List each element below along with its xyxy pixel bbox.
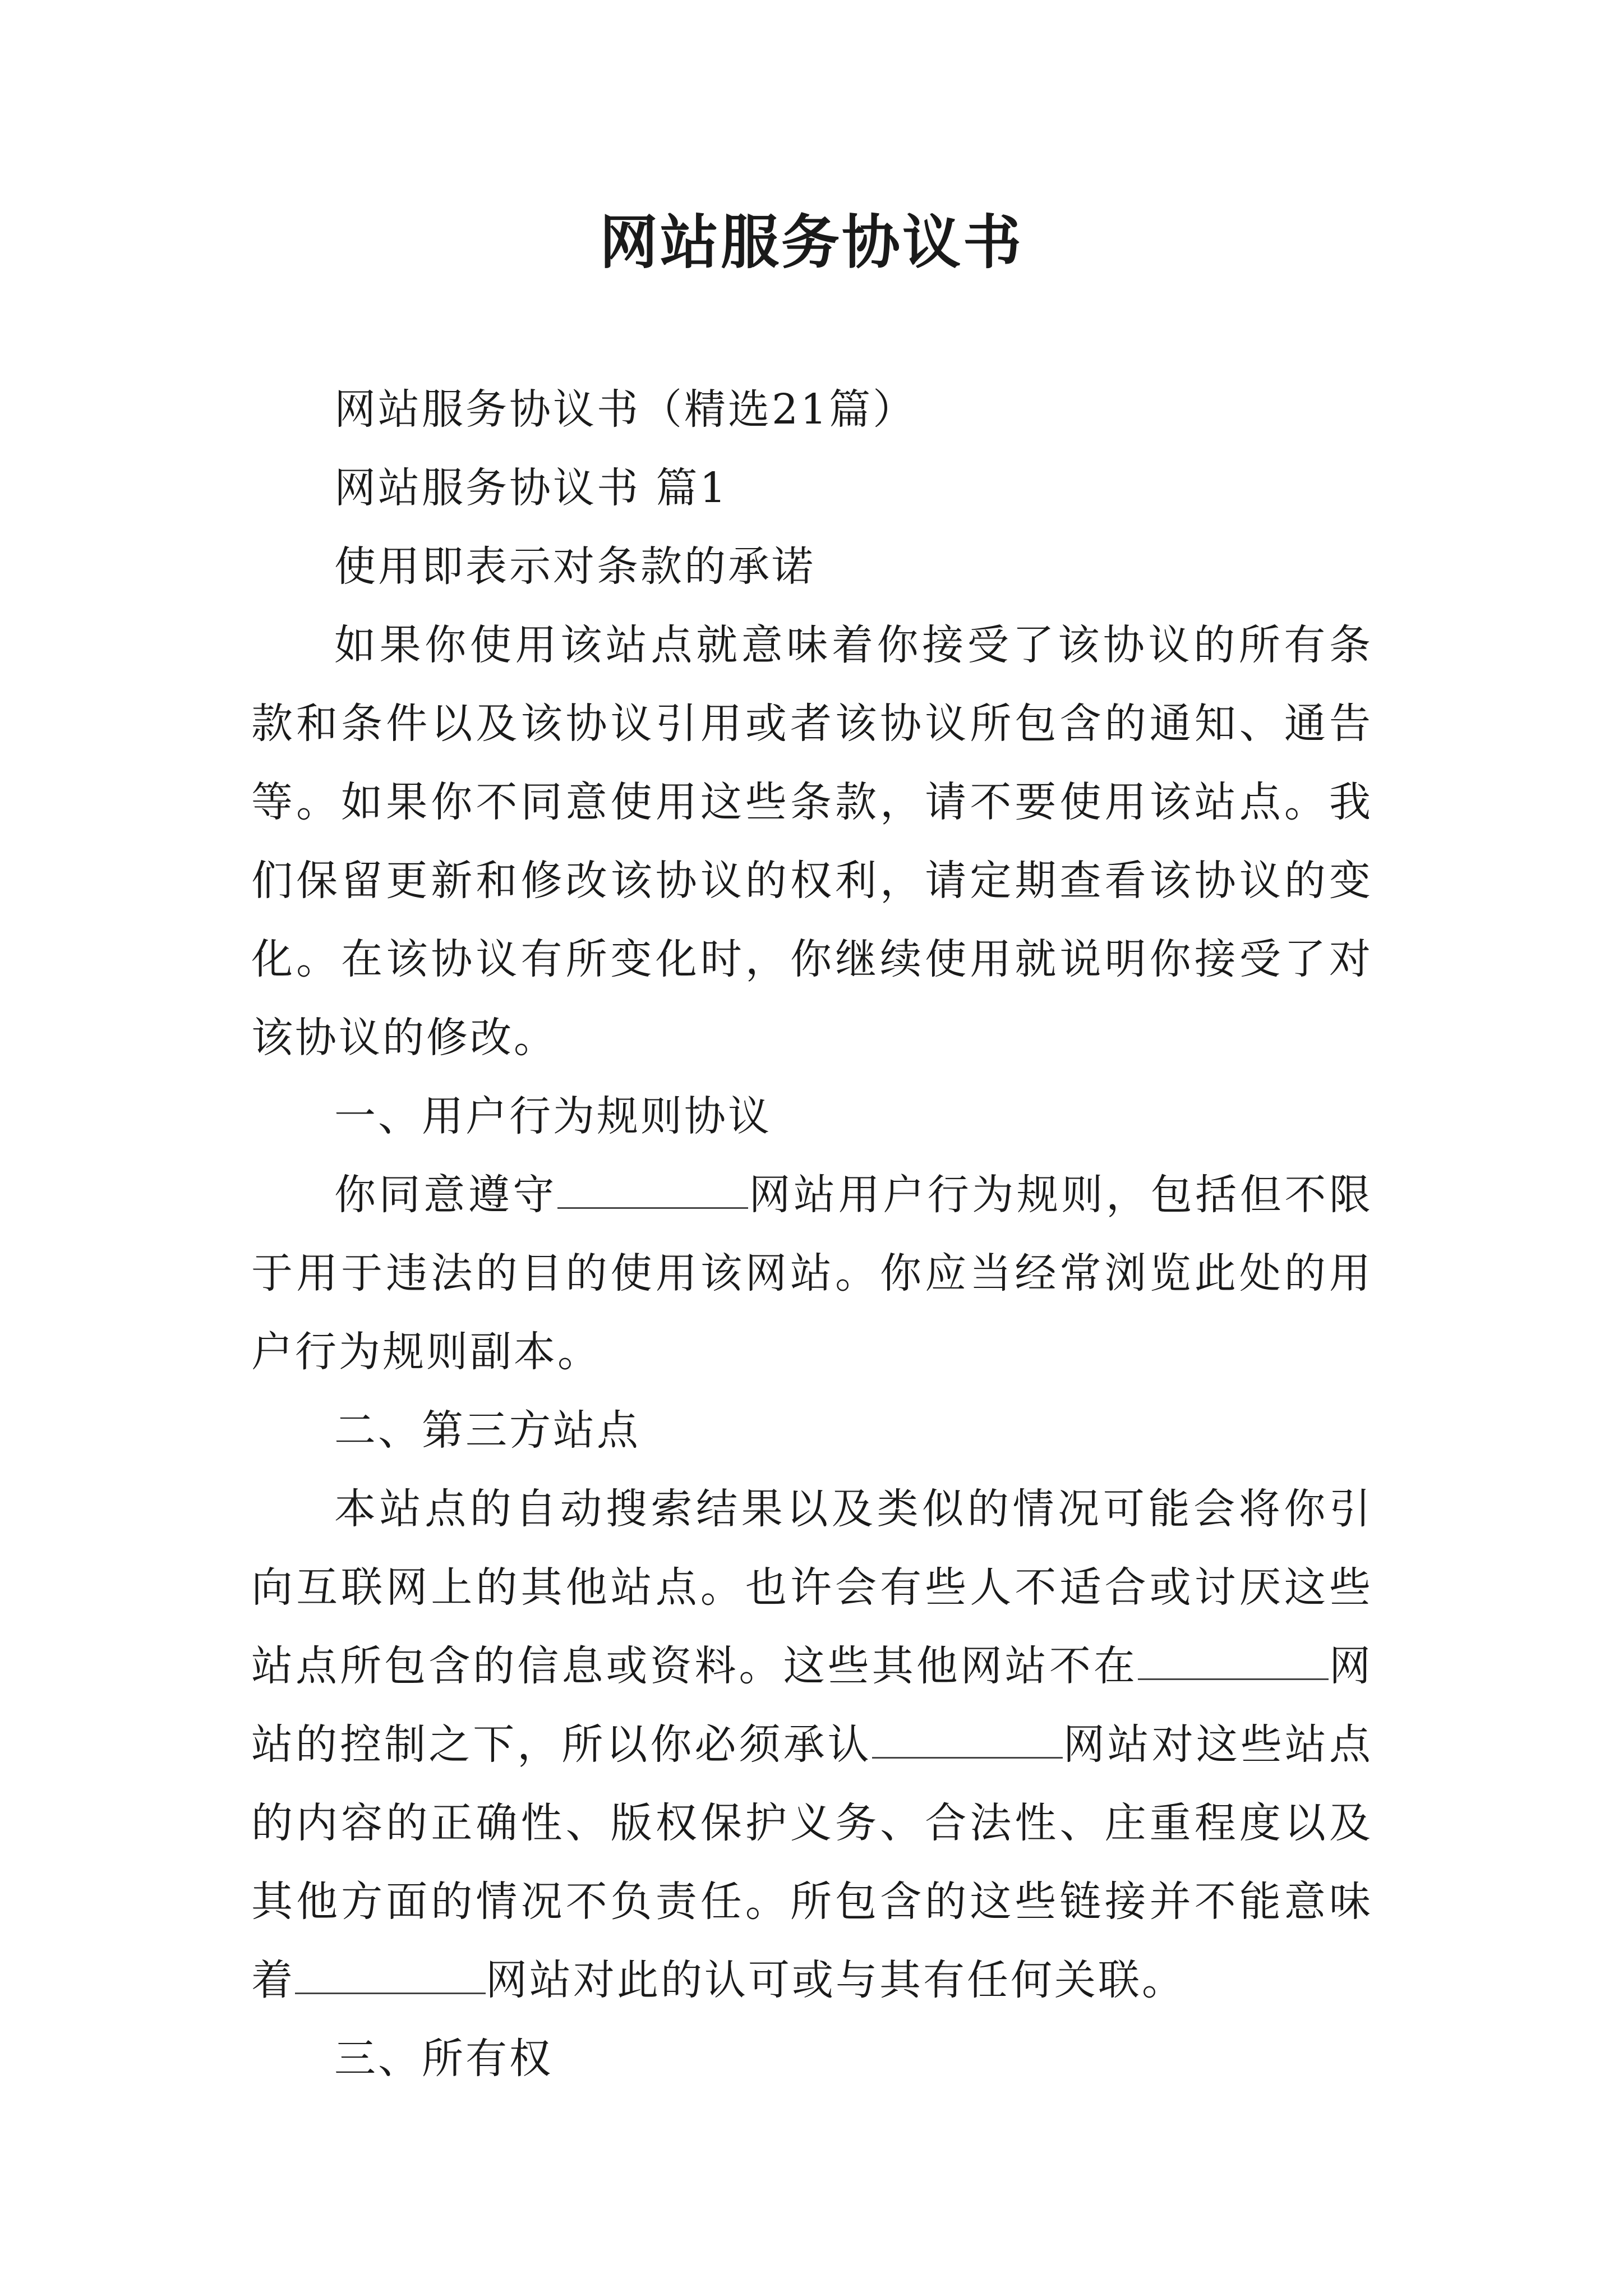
fill-in-blank: [557, 1168, 748, 1209]
fill-in-blank: [1138, 1639, 1329, 1680]
clause-heading: 三、所有权: [334, 2035, 553, 2083]
fill-in-blank: [295, 1953, 486, 1994]
clause-heading: 一、用户行为规则协议: [334, 1092, 772, 1140]
text-segment: 你同意遵守: [334, 1171, 557, 1219]
section-heading: 网站服务协议书 篇1: [334, 464, 728, 512]
text-segment: 网站对此的认可或与其有任何关联。: [486, 1956, 1186, 2004]
text-segment: 网站对这些站点的内容的正确性、版权保护义务、合法性、庄重程度以及其他方面的情况不负责任。所包含的这些链接并不能意味着: [251, 1720, 1373, 2004]
text-segment: 网站用户行为规则，包括但不限于用于违法的目的使用该网站。你应当经常浏览此处的用户行为规则副本。: [251, 1171, 1373, 1376]
text-segment: 网站的控制之下，所以你必须承认: [251, 1642, 1373, 1769]
paragraph: [251, 1156, 1373, 1391]
document-body: [251, 370, 1373, 2098]
subtitle: 网站服务协议书（精选21篇）: [334, 385, 917, 434]
clause-heading: 使用即表示对条款的承诺: [334, 542, 815, 591]
fill-in-blank: [872, 1718, 1063, 1759]
paragraph: [251, 1470, 1373, 2019]
paragraph: 如果你使用该站点就意味着你接受了该协议的所有条款和条件以及该协议引用或者该协议所包含的通知、通告等。如果你不同意使用这些条款，请不要使用该站点。我们保留更新和修改该协议的权利，请定期查看该协议的变化。在该协议有所变化时，你继续使用就说明你接受了对该协议的修改。: [251, 621, 1373, 1062]
clause-heading: 二、第三方站点: [334, 1406, 640, 1455]
document-title: 网站服务协议书: [599, 208, 1023, 277]
text-segment: 本站点的自动搜索结果以及类似的情况可能会将你引向互联网上的其他站点。也许会有些人不适合或讨厌这些站点所包含的信息或资料。这些其他网站不在: [251, 1485, 1373, 1690]
